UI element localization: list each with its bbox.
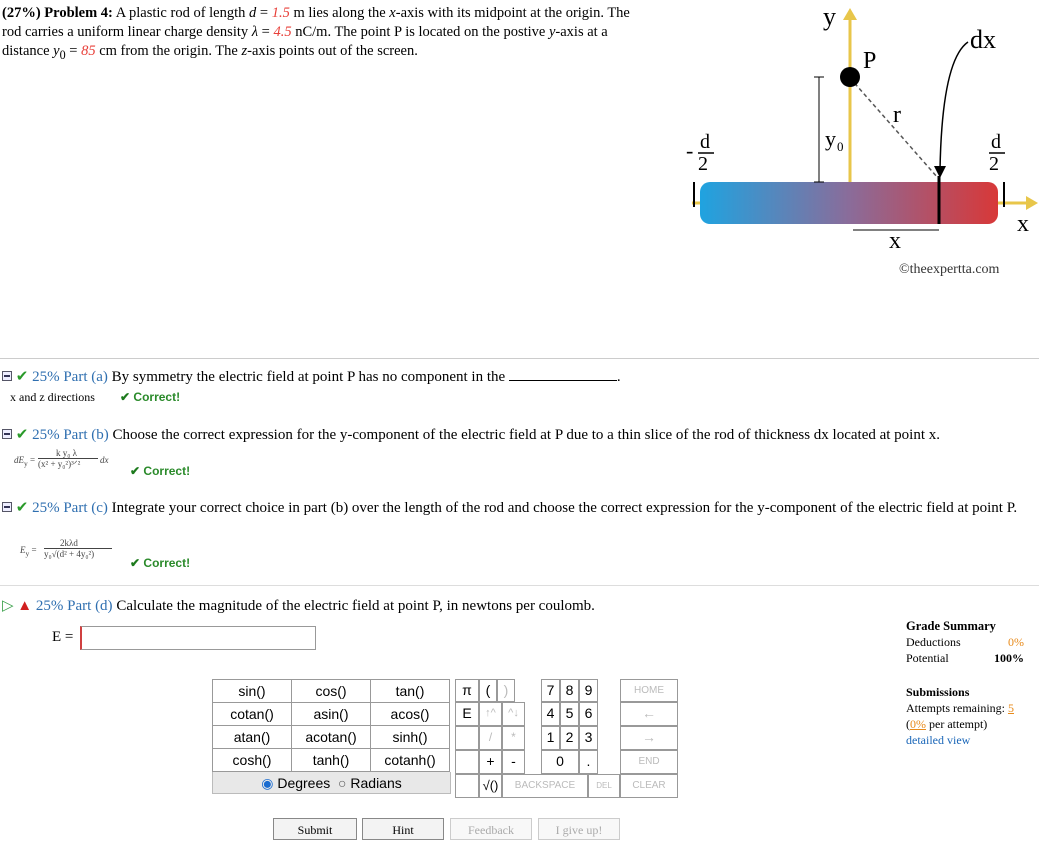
part-b-lhs: dE xyxy=(14,455,24,465)
part-b-text: Choose the correct expression for the y-component of the electric field at P due to a thin slice of the rod of thickness dx located at point x. xyxy=(112,427,941,443)
home-key[interactable]: HOME xyxy=(620,679,678,702)
answer-label: E = xyxy=(52,629,74,645)
eq-2: = xyxy=(258,24,274,40)
warning-icon: ▲ xyxy=(17,598,33,614)
grade-summary-title: Grade Summary xyxy=(906,619,996,633)
part-b-weight: 25% Part (b) xyxy=(32,427,109,443)
answer-input[interactable] xyxy=(80,626,316,650)
check-icon: ✔ xyxy=(15,427,29,443)
part-a-status xyxy=(120,390,180,404)
d-symbol: d xyxy=(249,5,257,21)
function-key[interactable]: tanh() xyxy=(292,749,371,772)
e-key[interactable]: E xyxy=(455,702,479,726)
x-position-label: x xyxy=(889,228,901,254)
function-keypad xyxy=(212,679,451,794)
lambda-symbol: λ xyxy=(251,24,259,40)
function-key[interactable]: sinh() xyxy=(371,726,450,749)
function-key[interactable]: tan() xyxy=(371,680,450,703)
charged-rod xyxy=(700,182,998,224)
neg-d-numerator: d xyxy=(700,131,710,153)
figure-credit: ©theexpertta.com xyxy=(899,262,1000,277)
degrees-radio[interactable]: ◉ xyxy=(261,775,274,791)
grade-summary xyxy=(906,618,1028,748)
key-6[interactable]: 6 xyxy=(579,702,598,726)
divider xyxy=(0,585,1039,586)
hint-button[interactable]: Hint xyxy=(362,818,444,840)
problem-text-7: -axis points out of the screen. xyxy=(247,43,418,59)
power-down-key[interactable]: ^↓ xyxy=(502,702,525,726)
function-row xyxy=(213,726,450,749)
blank-key xyxy=(455,750,479,774)
key-5[interactable]: 5 xyxy=(560,702,579,726)
x-axis-label: x xyxy=(1017,211,1029,237)
key-4[interactable]: 4 xyxy=(541,702,560,726)
function-row xyxy=(213,703,450,726)
y-axis-symbol: y xyxy=(548,24,556,40)
key-3[interactable]: 3 xyxy=(579,726,598,750)
point-p xyxy=(840,67,860,87)
dx-label: dx xyxy=(970,25,996,54)
part-d-text: Calculate the magnitude of the electric field at point P, in newtons per coulomb. xyxy=(116,598,595,614)
calculator-keypad xyxy=(455,679,679,800)
part-c-header xyxy=(2,499,1037,518)
function-row xyxy=(213,749,450,772)
problem-text-6: cm from the origin. The xyxy=(95,43,242,59)
pi-key[interactable]: π xyxy=(455,679,479,702)
part-c-status xyxy=(130,556,190,570)
p-label: P xyxy=(863,48,877,74)
right-paren-key[interactable]: ) xyxy=(497,679,515,702)
end-key[interactable]: END xyxy=(620,750,678,774)
part-a-header: ✔ 25% Part (a) By symmetry the electric field at point P has no component in the . xyxy=(2,367,1032,386)
angle-mode xyxy=(212,772,451,794)
function-key[interactable]: cosh() xyxy=(213,749,292,772)
correct-check-icon: ✔ xyxy=(120,390,131,404)
problem-text-3: -axis with its midpoint at the origin. The rod carries a uniform linear charge density xyxy=(2,5,630,40)
neg-d-denominator: 2 xyxy=(698,153,708,175)
part-c-lhs: E xyxy=(20,545,26,555)
submit-button[interactable]: Submit xyxy=(273,818,357,840)
submissions-title: Submissions xyxy=(906,685,970,699)
pos-d-numerator: d xyxy=(991,131,1001,153)
feedback-button[interactable]: Feedback xyxy=(450,818,532,840)
right-arrow-key[interactable]: → xyxy=(620,726,678,750)
sqrt-key[interactable]: √() xyxy=(479,774,502,798)
function-table xyxy=(212,679,450,772)
left-arrow-key[interactable]: ← xyxy=(620,702,678,726)
y0-label-sub: 0 xyxy=(837,139,844,154)
potential-row xyxy=(906,650,1028,666)
y0-subscript: 0 xyxy=(59,47,66,62)
backspace-key[interactable]: BACKSPACE xyxy=(502,774,588,798)
x-axis-arrowhead xyxy=(1026,196,1038,210)
give-up-button[interactable]: I give up! xyxy=(538,818,620,840)
left-paren-key[interactable]: ( xyxy=(479,679,497,702)
dx-pointer-arrowhead xyxy=(934,166,946,178)
part-a-blank xyxy=(509,380,617,381)
function-row xyxy=(213,680,450,703)
y0-symbol: y xyxy=(53,43,60,59)
check-icon: ✔ xyxy=(15,500,29,516)
divider xyxy=(0,358,1039,359)
part-a-weight: 25% Part (a) xyxy=(32,369,108,385)
problem-figure xyxy=(660,0,1039,290)
part-b-header xyxy=(2,425,1037,444)
correct-check-icon: ✔ xyxy=(130,464,141,478)
paren-open: ( xyxy=(906,717,910,731)
r-dashed-line xyxy=(850,78,938,178)
y0-label: y xyxy=(825,126,836,151)
part-b-status-text: Correct! xyxy=(143,464,191,478)
z-axis-symbol: z xyxy=(241,43,248,59)
part-b-lhs-sub: y xyxy=(24,458,28,468)
part-a-text: By symmetry the electric field at point P has no component in the xyxy=(111,369,506,385)
y-axis-arrowhead xyxy=(843,8,857,20)
function-key[interactable]: cotanh() xyxy=(371,749,450,772)
dx-pointer-curve xyxy=(940,42,968,170)
attempts-label: Attempts remaining: xyxy=(906,701,1005,715)
problem-text-1: A plastic rod of length xyxy=(115,5,250,21)
problem-text-2: m lies along the xyxy=(289,5,390,21)
key-1[interactable]: 1 xyxy=(541,726,560,750)
part-a-answer: x and z directions xyxy=(10,390,95,404)
part-c-weight: 25% Part (c) xyxy=(32,500,108,516)
per-attempt-text: per attempt) xyxy=(929,717,988,731)
part-b-numerator: k y₀ λ xyxy=(56,448,78,458)
part-c-lhs-sub: y xyxy=(25,548,30,558)
part-d-weight: 25% Part (d) xyxy=(35,598,113,614)
part-c-text: Integrate your correct choice in part (b) over the length of the rod and choose the correct expression for the y-component of the electric field at point P. xyxy=(111,500,1018,516)
clear-key[interactable]: CLEAR xyxy=(620,774,678,798)
function-key[interactable]: cos() xyxy=(292,680,371,703)
part-d-header xyxy=(2,596,802,615)
key-9[interactable]: 9 xyxy=(579,679,598,702)
collapse-icon[interactable] xyxy=(2,429,12,439)
key-8[interactable]: 8 xyxy=(560,679,579,702)
attempts-row xyxy=(906,700,1028,716)
part-a-status-text: Correct! xyxy=(133,390,181,404)
function-key[interactable]: asin() xyxy=(292,703,371,726)
divide-key[interactable]: / xyxy=(479,726,502,750)
neg-sign: - xyxy=(686,138,694,163)
collapse-icon[interactable] xyxy=(2,371,12,381)
key-0[interactable]: 0 xyxy=(541,750,579,774)
key-2[interactable]: 2 xyxy=(560,726,579,750)
per-attempt-value: 0% xyxy=(910,717,926,731)
collapse-icon[interactable] xyxy=(2,502,12,512)
detailed-view-link[interactable]: detailed view xyxy=(906,733,971,747)
delete-key[interactable]: DEL xyxy=(588,774,620,798)
part-b-tail: dx xyxy=(100,455,109,465)
charge-density-value: 4.5 xyxy=(273,24,292,40)
plus-key[interactable]: + xyxy=(479,750,502,774)
pos-d-denominator: 2 xyxy=(989,153,999,175)
problem-statement xyxy=(2,4,642,65)
rod-diagram xyxy=(660,0,1039,290)
rod-length-value: 1.5 xyxy=(271,5,290,21)
radians-radio[interactable]: ○ xyxy=(338,775,347,791)
key-7[interactable]: 7 xyxy=(541,679,560,702)
blank-key xyxy=(455,774,479,798)
r-label: r xyxy=(893,102,901,128)
potential-value: 100% xyxy=(994,651,1024,665)
power-up-key[interactable]: ↑^ xyxy=(479,702,502,726)
function-key[interactable]: sin() xyxy=(213,680,292,703)
per-attempt-row xyxy=(906,716,1028,732)
minus-key[interactable]: - xyxy=(502,750,525,774)
check-icon: ✔ xyxy=(15,369,29,385)
problem-text-4: nC/m. The point P is located on the postive xyxy=(291,24,549,40)
eq-1: = xyxy=(256,5,272,21)
function-key[interactable]: cotan() xyxy=(213,703,292,726)
part-b-status xyxy=(130,464,190,478)
deductions-value: 0% xyxy=(1008,635,1024,649)
problem-label: Problem 4: xyxy=(44,5,113,21)
part-c-numerator: 2kλd xyxy=(60,538,78,548)
distance-value: 85 xyxy=(81,43,96,59)
y-axis-label: y xyxy=(823,2,836,31)
deductions-row xyxy=(906,634,1028,650)
blank-key xyxy=(455,726,479,750)
function-key[interactable]: atan() xyxy=(213,726,292,749)
multiply-key[interactable]: * xyxy=(502,726,525,750)
part-b-denominator: (x² + y₀²)³ᐟ² xyxy=(38,459,81,469)
eq-3: = xyxy=(65,43,82,59)
expand-arrow-icon[interactable]: ▷ xyxy=(2,598,14,614)
function-key[interactable]: acos() xyxy=(371,703,450,726)
function-key[interactable]: acotan() xyxy=(292,726,371,749)
decimal-key[interactable]: . xyxy=(579,750,598,774)
attempts-value: 5 xyxy=(1007,701,1014,715)
correct-check-icon: ✔ xyxy=(130,556,141,570)
potential-label: Potential xyxy=(906,651,949,665)
deductions-label: Deductions xyxy=(906,635,961,649)
x-axis-symbol: x xyxy=(389,5,396,21)
part-c-status-text: Correct! xyxy=(143,556,191,570)
degrees-label: Degrees xyxy=(277,775,331,791)
radians-label: Radians xyxy=(350,775,402,791)
part-c-denominator: y₀√(d² + 4y₀²) xyxy=(44,549,95,559)
problem-text-5: -axis at a distance xyxy=(2,24,608,59)
problem-weight: (27%) xyxy=(2,5,41,21)
